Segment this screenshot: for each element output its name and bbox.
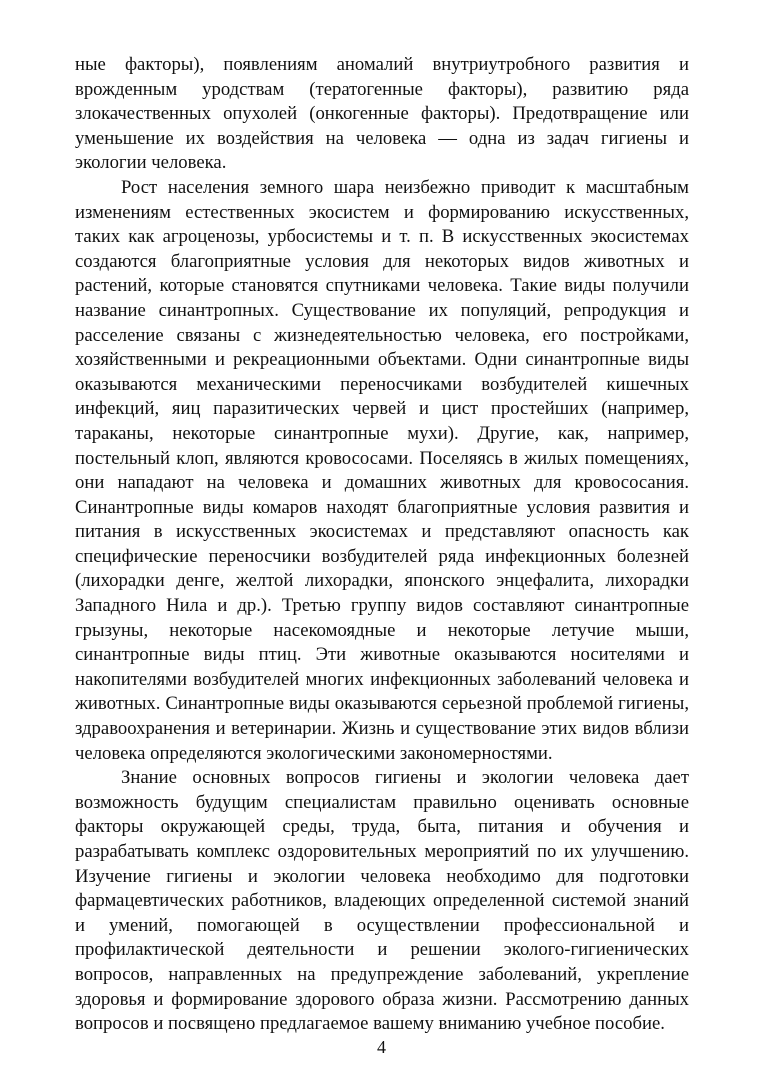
paragraph-3: Знание основных вопросов гигиены и экологии человека дает возможность будущим специалистам правильно оценивать основные факторы окружающей среды, труда, быта, питания и обучения и разрабатывать комплекс оздоровительных мероприятий по их улучшению. Изучение гигиены и экологии человека необходимо для подготовки фармацевтических работников, владеющих определенной системой знаний и умений, помогающей в осуществлении профессиональной и профилактической деятельности и решении эколого-гигиенических вопросов, направленных на предупреждение заболеваний, укрепление здоровья и формирование здорового образа жизни. Рассмотрению данных вопросов и посвящено предлагаемое вашему вниманию учебное пособие. xyxy=(75,767,689,1035)
paragraph-1: ные факторы), появлениям аномалий внутриутробного развития и врожденным уродствам (тератогенные факторы), развитию ряда злокачественных опухолей (онкогенные факторы). Предотвращение или уменьшение их воздействия на человека — одна из задач гигиены и экологии человека. xyxy=(75,54,689,174)
paragraph-2: Рост населения земного шара неизбежно приводит к масштабным изменениям естественных экосистем и формированию искусственных, таких как агроценозы, урбосистемы и т. п. В искусственных экосистемах создаются благоприятные условия для некоторых видов животных и растений, которые становятся спутниками человека. Такие виды получили название синантропных. Существование их популяций, репродукция и расселение связаны с жизнедеятельностью человека, его постройками, хозяйственными и рекреационными объектами. Одни синантропные виды оказываются механическими переносчиками возбудителей кишечных инфекций, яиц паразитических червей и цист простейших (например, тараканы, некоторые синантропные мухи). Другие, как, например, постельный клоп, являются кровососами. Поселяясь в жилых помещениях, они нападают на человека и домашних животных для кровососания. Синантропные виды комаров находят благоприятные условия развития и питания в искусственных экосистемах и представляют опасность как специфические переносчики возбудителей ряда инфекционных болезней (лихорадки денге, желтой лихорадки, японского энцефалита, лихорадки Западного Нила и др.). Третью группу видов составляют синантропные грызуны, некоторые насекомоядные и некоторые летучие мыши, синантропные виды птиц. Эти животные оказываются носителями и накопителями возбудителей многих инфекционных заболеваний человека и животных. Синантропные виды оказываются серьезной проблемой гигиены, здравоохранения и ветеринарии. Жизнь и существование этих видов вблизи человека определяются экологическими закономерностями. xyxy=(75,176,689,764)
page-number: 4 xyxy=(377,1037,386,1057)
page-body xyxy=(75,53,689,1037)
